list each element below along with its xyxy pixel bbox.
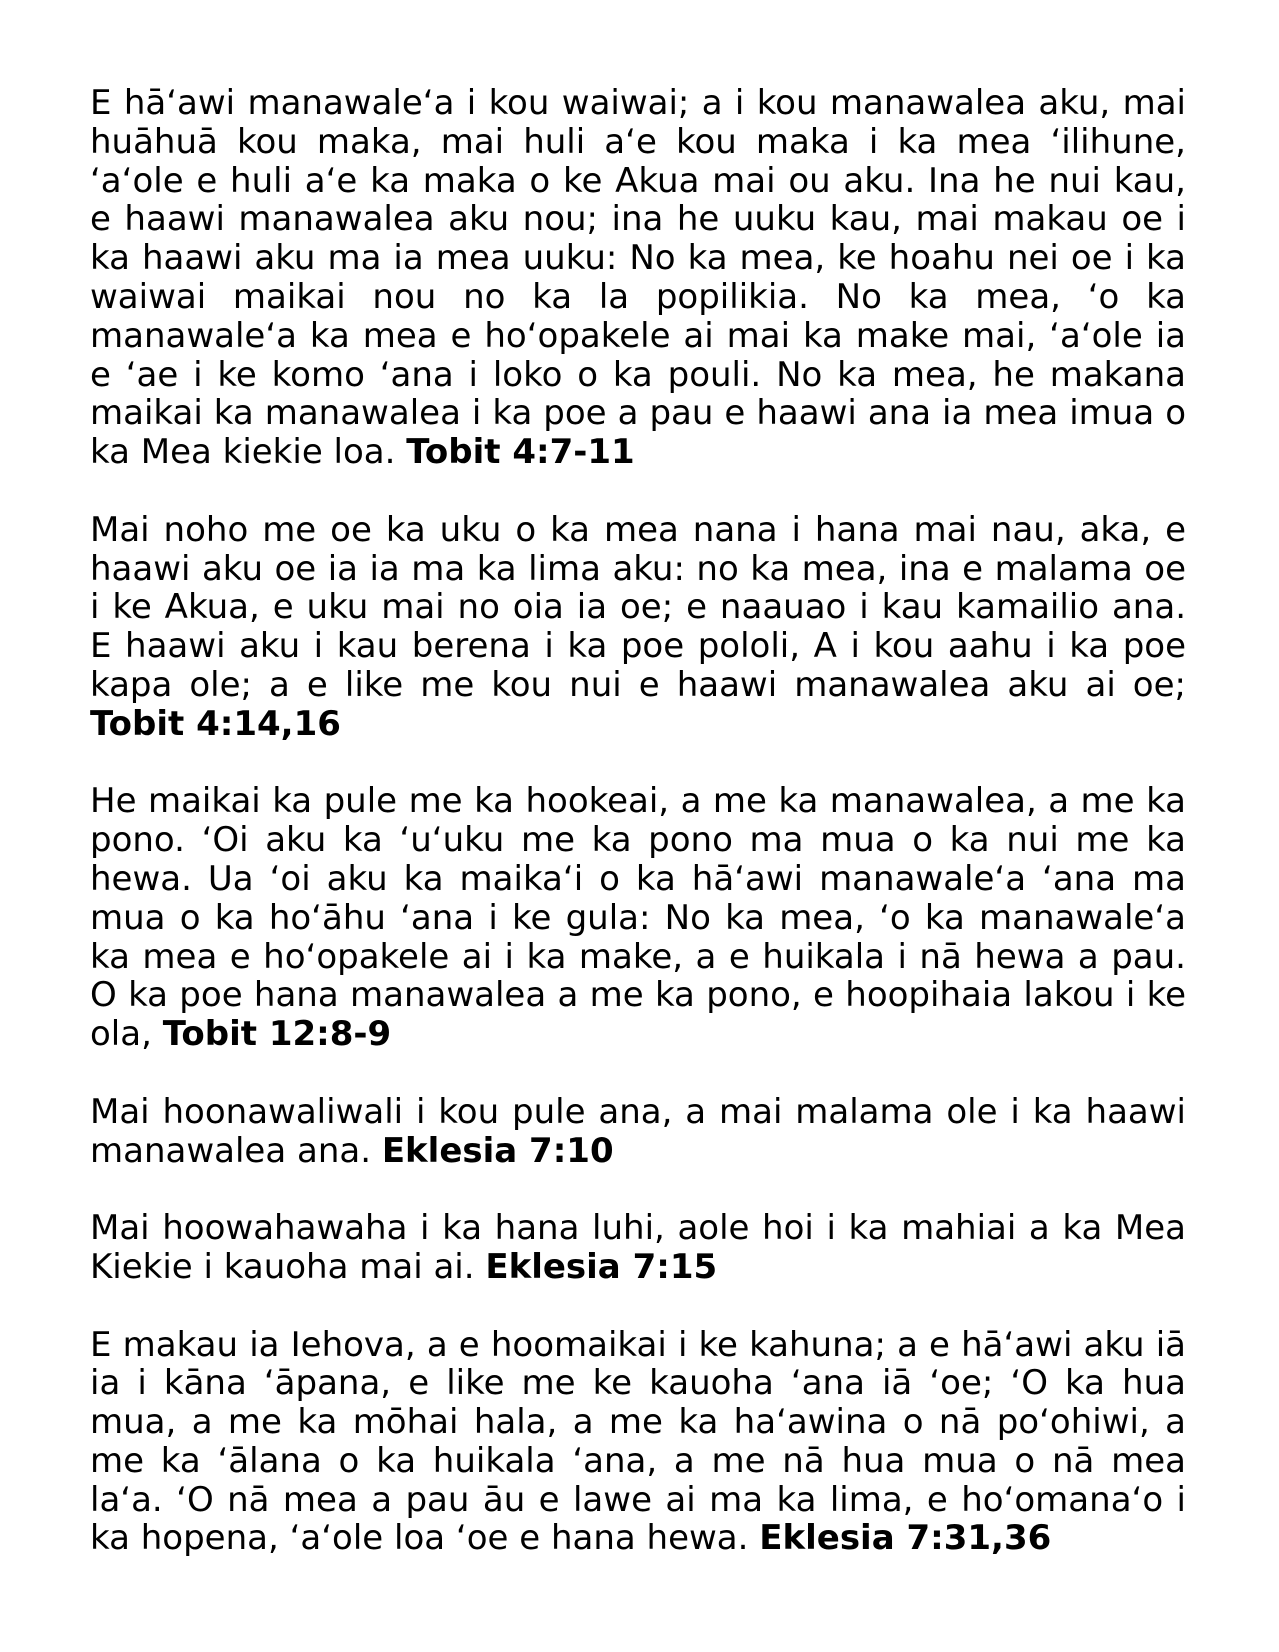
scripture-paragraph xyxy=(90,1093,1186,1171)
paragraph-text: He maikai ka pule me ka hookeai, a me ka manawalea, a me ka pono. ʻOi aku ka ʻuʻuku me ka pono ma mua o ka nui me ka hewa. Ua ʻoi aku ka maikaʻi o ka hāʻawi manawaleʻa ʻana ma mua o ka hoʻāhu ʻana i ke gula: No ka mea, ʻo ka manawaleʻa ka mea e hoʻopakele ai i ka make, a e huikala i nā hewa a pau. O ka poe hana manawalea a me ka pono, e hoopihaia lakou i ke ola, xyxy=(90,781,1186,1055)
scripture-reference: Tobit 4:7-11 xyxy=(406,432,635,473)
scripture-reference: Eklesia 7:15 xyxy=(485,1246,718,1287)
scripture-paragraph xyxy=(90,782,1186,1054)
document-page xyxy=(90,84,1186,1597)
scripture-reference: Eklesia 7:31,36 xyxy=(759,1518,1052,1559)
scripture-paragraph xyxy=(90,1326,1186,1559)
paragraph-text: Mai hoonawaliwali i kou pule ana, a mai malama ole i ka haawi manawalea ana. xyxy=(90,1091,1186,1171)
scripture-reference: Tobit 4:14,16 xyxy=(90,703,341,744)
paragraph-text: E hāʻawi manawaleʻa i kou waiwai; a i kou manawalea aku, mai huāhuā kou maka, mai huli aʻe kou maka i ka mea ʻilihune, ʻaʻole e huli aʻe ka maka o ke Akua mai ou aku. Ina he nui kau, e haawi manawalea aku nou; ina he uuku kau, mai makau oe i ka haawi aku ma ia mea uuku: No ka mea, ke hoahu nei oe i ka waiwai maikai nou no ka la popilikia. No ka mea, ʻo ka manawaleʻa ka mea e hoʻopakele ai mai ka make mai, ʻaʻole ia e ʻae i ke komo ʻana i loko o ka pouli. No ka mea, he makana maikai ka manawalea i ka poe a pau e haawi ana ia mea imua o ka Mea kiekie loa. xyxy=(90,83,1186,473)
paragraph-text: Mai hoowahawaha i ka hana luhi, aole hoi i ka mahiai a ka Mea Kiekie i kauoha mai ai. xyxy=(90,1208,1186,1287)
scripture-paragraph xyxy=(90,1209,1186,1287)
scripture-paragraph xyxy=(90,84,1186,472)
paragraph-text: E makau ia Iehova, a e hoomaikai i ke kahuna; a e hāʻawi aku iā ia i kāna ʻāpana, e like me ke kauoha ʻana iā ʻoe; ʻO ka hua mua, a me ka mōhai hala, a me ka haʻawina o nā poʻohiwi, a me ka ʻālana o ka huikala ʻana, a me nā hua mua o nā mea laʻa. ʻO nā mea a pau āu e lawe ai ma ka lima, e hoʻomanaʻo i ka hopena, ʻaʻole loa ʻoe e hana hewa. xyxy=(90,1324,1186,1559)
scripture-reference: Eklesia 7:10 xyxy=(381,1130,614,1171)
scripture-reference: Tobit 12:8-9 xyxy=(162,1014,392,1055)
scripture-paragraph xyxy=(90,511,1186,744)
paragraph-text: Mai noho me oe ka uku o ka mea nana i hana mai nau, aka, e haawi aku oe ia ia ma ka lima aku: no ka mea, ina e malama oe i ke Akua, e uku mai no oia ia oe; e naauao i kau kamailio ana. E haawi aku i kau berena i ka poe pololi, A i kou aahu i ka poe kapa ole; a e like me kou nui e haawi manawalea aku ai oe; xyxy=(90,509,1186,705)
